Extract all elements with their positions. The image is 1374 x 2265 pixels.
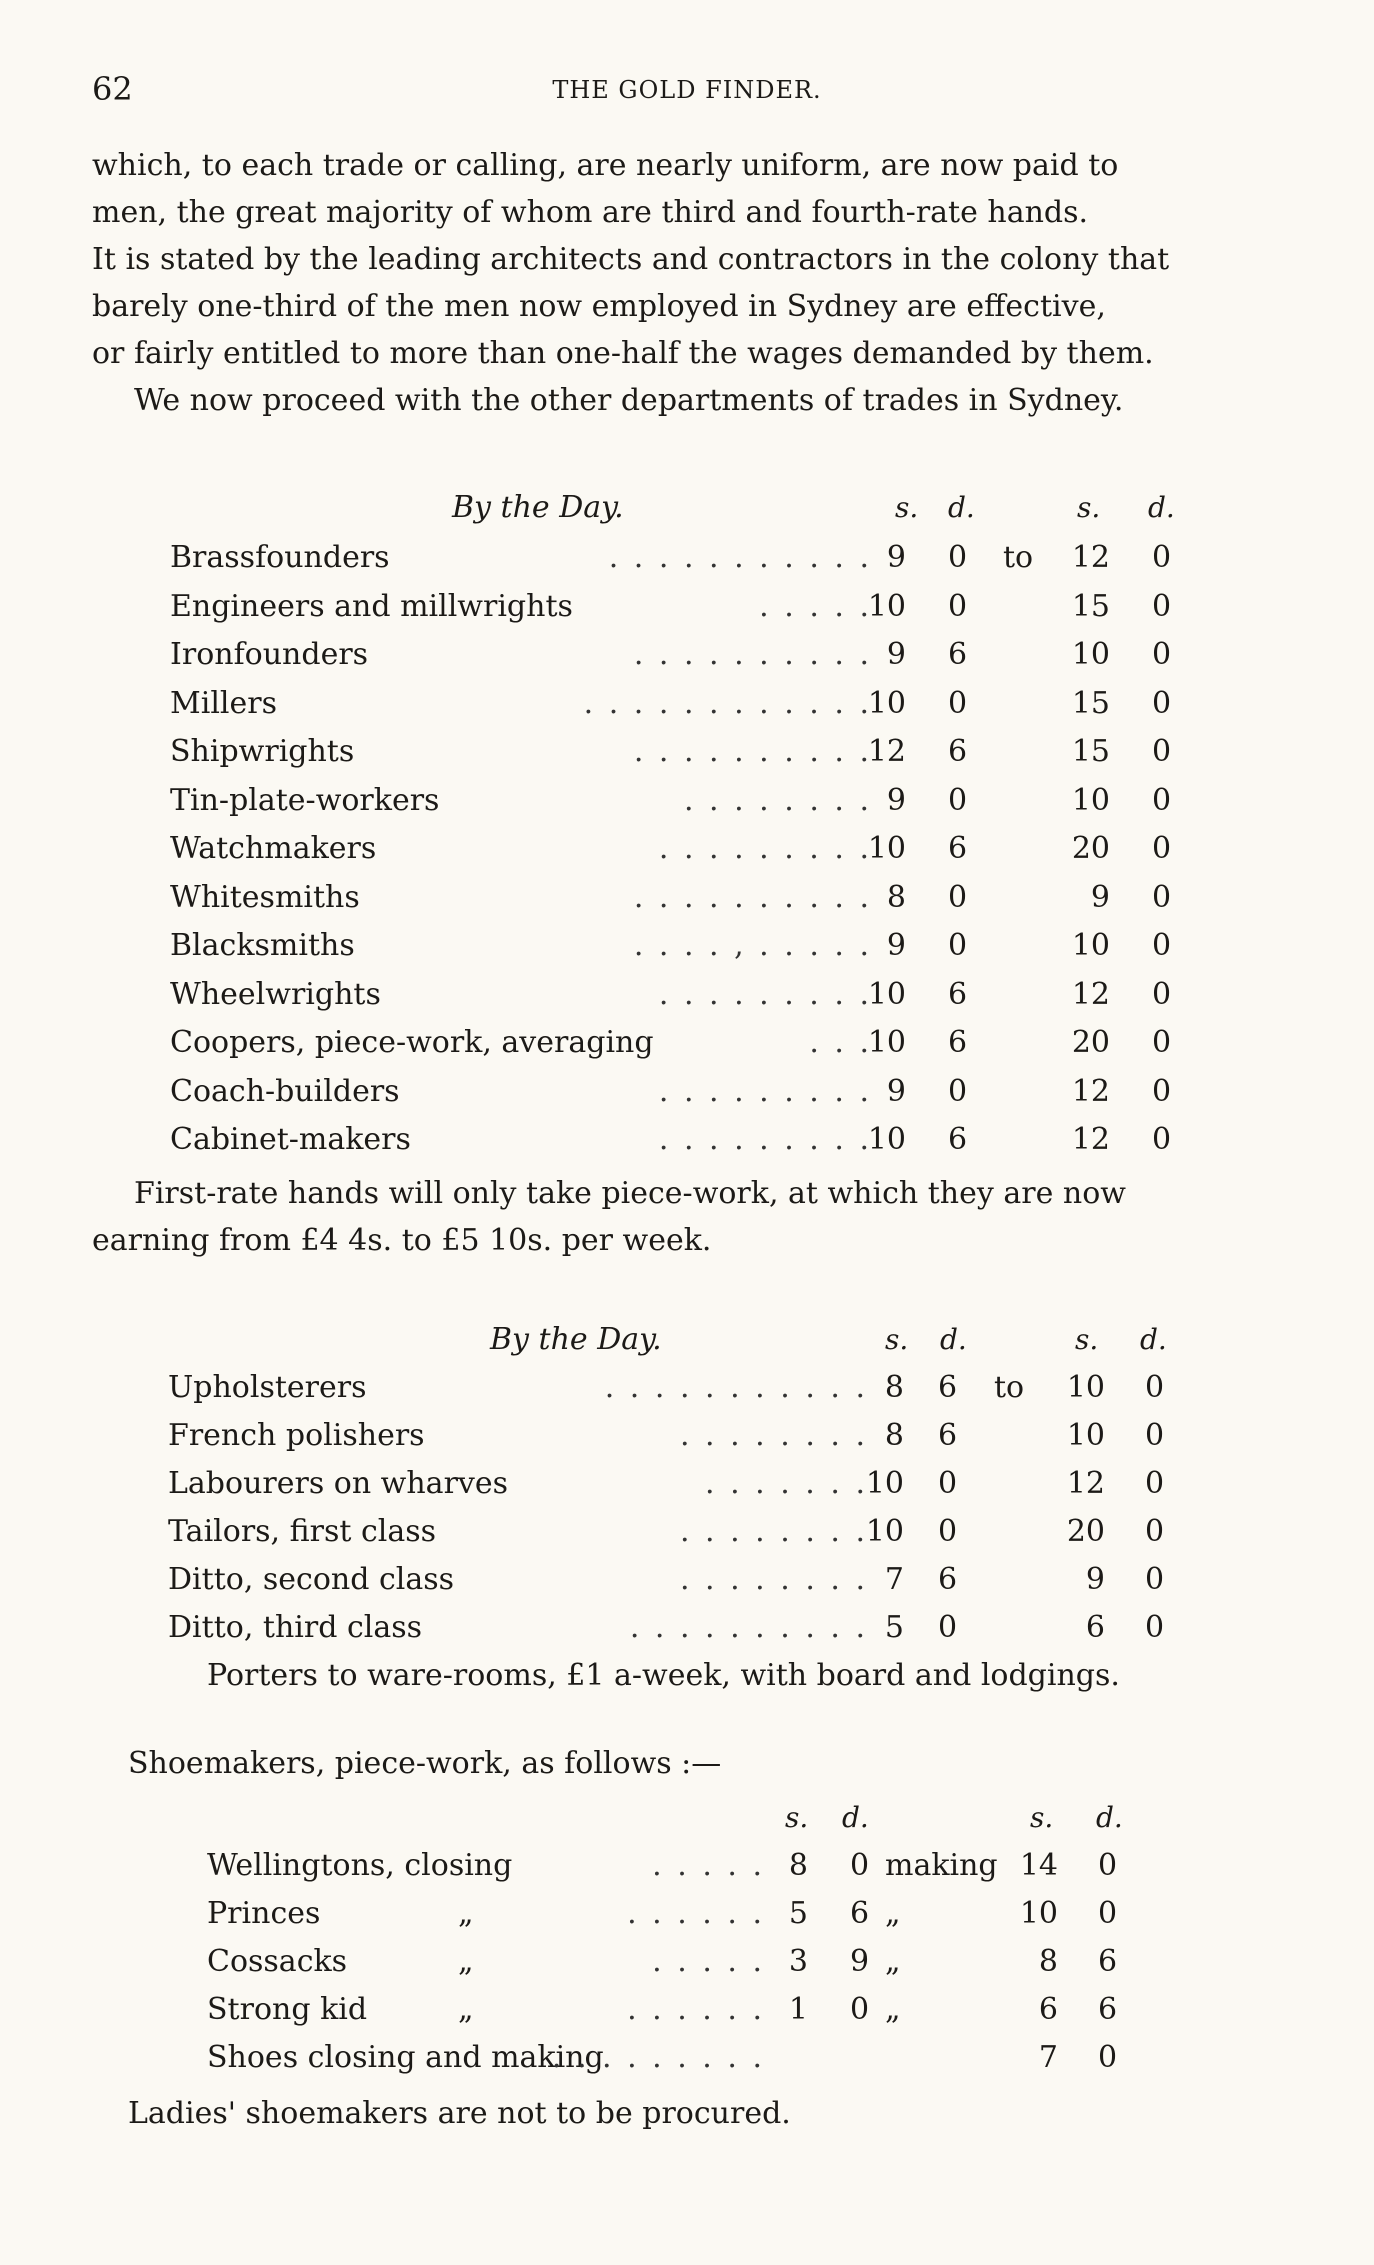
leader-dots: . . . . . . . . . (658, 831, 872, 866)
shoemakers-intro (0, 1740, 1374, 1788)
table-row (0, 1116, 1374, 1164)
wage-max-shillings: 12 (1071, 540, 1110, 575)
wage-min-shillings: 3 (788, 1944, 808, 1979)
table-header-row (0, 484, 1374, 532)
wage-min-shillings: 10 (867, 588, 906, 624)
wage-min-pence: 0 (850, 1992, 870, 2027)
trade-label: Wheelwrights (170, 976, 381, 1012)
range-mid: „ (885, 1896, 901, 1931)
wage-min-shillings: 1 (788, 1992, 808, 2027)
table-row (0, 1938, 1374, 1986)
leader-dots: . . . . . (759, 588, 872, 624)
table-row (0, 1068, 1374, 1116)
ditto-mark: „ (458, 1896, 474, 1931)
trade-label: Upholsterers (168, 1370, 367, 1405)
table-row (0, 1842, 1374, 1890)
table-heading: By the Day. (490, 1322, 662, 1357)
running-title: THE GOLD FINDER. (552, 76, 822, 104)
table-row (0, 1508, 1374, 1556)
col-shillings-max: s. (1030, 1801, 1054, 1834)
trade-label: Wellingtons, closing (207, 1848, 513, 1883)
wage-max-pence: 0 (1152, 976, 1172, 1012)
leader-dots: . . . . . . . . . . . . (583, 685, 872, 721)
wage-min-shillings: 10 (867, 1025, 906, 1060)
wage-min-shillings: 8 (788, 1848, 808, 1883)
leader-dots: . . . . . . . . . . (633, 879, 872, 915)
leader-dots: . . . . . . . . . (658, 1073, 872, 1109)
wage-max-pence: 0 (1145, 1610, 1165, 1645)
wage-max-shillings: 10 (1019, 1896, 1058, 1931)
table-row (0, 680, 1374, 728)
trade-label: Whitesmiths (170, 879, 360, 915)
leader-dots: . . . . . . . . . . (633, 637, 872, 672)
ditto-mark: „ (458, 1992, 474, 2027)
trade-label: Engineers and millwrights (170, 588, 573, 624)
wage-max-pence: 0 (1152, 1073, 1172, 1109)
text-line: We now proceed with the other departments of trades in Sydney. (134, 383, 1124, 418)
text-line: which, to each trade or calling, are nearly uniform, are now paid to (92, 148, 1119, 183)
wage-max-pence: 0 (1145, 1370, 1165, 1405)
wage-max-shillings: 6 (1038, 1992, 1058, 2027)
wage-max-pence: 0 (1152, 588, 1172, 624)
wage-max-pence: 0 (1152, 782, 1172, 818)
wage-max-shillings: 9 (1085, 1562, 1105, 1597)
table-row (0, 1556, 1374, 1604)
wage-min-shillings: 9 (886, 928, 906, 963)
wage-min-shillings: 10 (865, 1466, 904, 1501)
range-to: to (994, 1370, 1025, 1405)
wage-max-shillings: 15 (1071, 734, 1110, 769)
wage-max-pence: 0 (1152, 831, 1172, 866)
col-pence: d. (948, 491, 975, 524)
leader-dots: . . . . . . . . (679, 1418, 868, 1453)
wage-min-pence: 0 (948, 879, 968, 915)
trade-label: Princes (207, 1896, 321, 1931)
leader-dots: . . . . . (652, 1944, 765, 1979)
leader-dots: . . . . . . . . . (658, 1122, 872, 1157)
col-shillings: s. (895, 491, 919, 524)
wage-max-pence: 0 (1152, 1025, 1172, 1060)
trade-label: Blacksmiths (170, 928, 355, 963)
porters-note (0, 1652, 1374, 1700)
wage-min-pence: 0 (948, 1073, 968, 1109)
trade-label: Millers (170, 685, 277, 721)
col-shillings-max: s. (1077, 491, 1101, 524)
ditto-mark: „ (458, 1944, 474, 1979)
trade-label: Watchmakers (170, 831, 377, 866)
table-row (0, 1986, 1374, 2034)
wage-max-pence: 0 (1145, 1418, 1165, 1453)
wage-min-pence: 0 (938, 1514, 958, 1549)
wage-min-pence: 0 (938, 1610, 958, 1645)
wage-min-shillings: 10 (867, 831, 906, 866)
shoemakers-intro-text: Shoemakers, piece-work, as follows :— (128, 1746, 722, 1781)
trade-label: Ironfounders (170, 637, 369, 672)
wage-max-shillings: 12 (1071, 1122, 1110, 1157)
range-mid: making (885, 1848, 998, 1883)
wage-max-shillings: 20 (1071, 831, 1110, 866)
leader-dots: . . . (809, 1025, 872, 1060)
leader-dots: . . . . . . . . (683, 782, 872, 818)
wage-max-pence: 0 (1152, 637, 1172, 672)
wage-min-pence: 0 (938, 1466, 958, 1501)
wage-max-pence: 6 (1098, 1944, 1118, 1979)
wage-min-pence: 6 (938, 1370, 958, 1405)
leader-dots: . . . . . . . . (679, 1514, 868, 1549)
wage-max-pence: 0 (1145, 1514, 1165, 1549)
table-row (0, 1364, 1374, 1412)
col-shillings: s. (885, 1323, 909, 1356)
wage-min-pence: 0 (948, 928, 968, 963)
leader-dots: . . . . . . (627, 1896, 765, 1931)
leader-dots: . . . . . . . . . . (633, 734, 872, 769)
wage-min-shillings: 7 (884, 1562, 904, 1597)
trade-label: Ditto, third class (168, 1610, 423, 1645)
leader-dots: . . . . . . (627, 1992, 765, 2027)
first-rate-paragraph (92, 1170, 1260, 1264)
table-header-row (0, 1316, 1374, 1364)
table-row (0, 825, 1374, 873)
wage-min-pence: 0 (850, 1848, 870, 1883)
leader-dots: . . . . . . . . . . . (608, 540, 872, 575)
wage-max-pence: 0 (1152, 540, 1172, 575)
text-line: earning from £4 4s. to £5 10s. per week. (92, 1223, 712, 1258)
leader-dots: . . . . . . . . . . . (604, 1370, 868, 1405)
trade-label: Cabinet-makers (170, 1122, 411, 1157)
leader-dots: . . . . . . . . (679, 1562, 868, 1597)
wage-min-pence: 0 (948, 782, 968, 818)
trade-label: Brassfounders (170, 540, 390, 575)
shoemakers-note (0, 2090, 1374, 2138)
trade-label: Shipwrights (170, 734, 355, 769)
wage-max-shillings: 10 (1066, 1370, 1105, 1405)
table-row (0, 1412, 1374, 1460)
table-row (0, 728, 1374, 776)
wage-min-pence: 6 (938, 1562, 958, 1597)
wage-max-shillings: 12 (1071, 976, 1110, 1012)
wage-max-pence: 0 (1098, 1896, 1118, 1931)
wage-min-pence: 6 (948, 734, 968, 769)
wage-min-shillings: 12 (867, 734, 906, 769)
table-row (0, 1460, 1374, 1508)
leader-dots: . . . . . . . (705, 1466, 868, 1501)
col-pence-max: d. (1140, 1323, 1167, 1356)
wage-max-pence: 0 (1152, 734, 1172, 769)
trade-label: Coopers, piece-work, averaging (170, 1025, 654, 1060)
wage-max-shillings: 6 (1085, 1610, 1105, 1645)
table-heading: By the Day. (452, 490, 624, 525)
wage-max-shillings: 12 (1066, 1466, 1105, 1501)
col-pence-max: d. (1148, 491, 1175, 524)
text-line: barely one-third of the men now employed in Sydney are effective, (92, 289, 1106, 324)
wage-max-shillings: 9 (1090, 879, 1110, 915)
porters-text: Porters to ware-rooms, £1 a-week, with board and lodgings. (207, 1658, 1120, 1693)
wage-min-pence: 6 (850, 1896, 870, 1931)
wage-min-shillings: 10 (865, 1514, 904, 1549)
wage-max-pence: 6 (1098, 1992, 1118, 2027)
wage-min-pence: 0 (948, 588, 968, 624)
col-pence: d. (940, 1323, 967, 1356)
range-to: to (1003, 540, 1034, 575)
wage-min-pence: 6 (948, 1122, 968, 1157)
col-pence: d. (842, 1801, 869, 1834)
wage-min-shillings: 9 (886, 540, 906, 575)
wage-max-shillings: 20 (1071, 1025, 1110, 1060)
wage-max-shillings: 8 (1038, 1944, 1058, 1979)
trade-label: Coach-builders (170, 1073, 400, 1109)
table-row (0, 583, 1374, 631)
trade-label: Cossacks (207, 1944, 348, 1979)
text-line: First-rate hands will only take piece-work, at which they are now (134, 1176, 1126, 1211)
trade-label: Tailors, first class (168, 1514, 437, 1549)
table-row (0, 922, 1374, 970)
col-shillings: s. (785, 1801, 809, 1834)
wage-min-pence: 0 (948, 540, 968, 575)
table-row (0, 1019, 1374, 1067)
intro-paragraph (92, 142, 1260, 424)
table-row (0, 1890, 1374, 1938)
text-line: or fairly entitled to more than one-half the wages demanded by them. (92, 336, 1154, 371)
table-row (0, 631, 1374, 679)
wage-min-shillings: 8 (884, 1370, 904, 1405)
wage-min-pence: 6 (948, 1025, 968, 1060)
wage-min-shillings: 5 (884, 1610, 904, 1645)
col-pence-max: d. (1096, 1801, 1123, 1834)
wage-max-shillings: 10 (1071, 782, 1110, 818)
leader-dots: . . . . . . . . . (551, 2040, 765, 2075)
trade-label: Ditto, second class (168, 1562, 455, 1597)
wage-min-shillings: 10 (867, 685, 906, 721)
col-shillings-max: s. (1075, 1323, 1099, 1356)
wage-min-shillings: 9 (886, 1073, 906, 1109)
wage-max-shillings: 12 (1071, 1073, 1110, 1109)
leader-dots: . . . . , . . . . . (633, 928, 872, 963)
text-line: men, the great majority of whom are third and fourth-rate hands. (92, 195, 1089, 230)
wage-max-shillings: 20 (1066, 1514, 1105, 1549)
leader-dots: . . . . . (652, 1848, 765, 1883)
running-header (92, 70, 1282, 120)
wage-max-pence: 0 (1098, 1848, 1118, 1883)
wage-max-shillings: 14 (1019, 1848, 1058, 1883)
table-row (0, 2034, 1374, 2082)
table-row (0, 777, 1374, 825)
table-row (0, 874, 1374, 922)
wage-min-shillings: 9 (886, 782, 906, 818)
page-number: 62 (92, 70, 133, 108)
wage-min-pence: 0 (948, 685, 968, 721)
trade-label: Tin-plate-workers (170, 782, 440, 818)
range-mid: „ (885, 1992, 901, 2027)
wage-max-shillings: 15 (1071, 685, 1110, 721)
wage-min-shillings: 8 (884, 1418, 904, 1453)
wage-max-pence: 0 (1152, 685, 1172, 721)
wage-min-pence: 6 (948, 831, 968, 866)
wage-min-shillings: 5 (788, 1896, 808, 1931)
shoemakers-note-text: Ladies' shoemakers are not to be procured. (128, 2096, 791, 2131)
wage-min-pence: 6 (948, 976, 968, 1012)
trade-label: Strong kid (207, 1992, 368, 2027)
table-row (0, 534, 1374, 582)
wage-max-pence: 0 (1152, 879, 1172, 915)
wage-max-pence: 0 (1152, 928, 1172, 963)
wage-min-pence: 9 (850, 1944, 870, 1979)
wage-min-shillings: 8 (886, 879, 906, 915)
wage-max-shillings: 10 (1071, 637, 1110, 672)
trade-label: Shoes closing and making (207, 2040, 604, 2075)
table-row (0, 971, 1374, 1019)
wage-max-pence: 0 (1152, 1122, 1172, 1157)
text-line: It is stated by the leading architects and contractors in the colony that (92, 242, 1170, 277)
wage-max-shillings: 15 (1071, 588, 1110, 624)
range-mid: „ (885, 1944, 901, 1979)
wage-min-pence: 6 (948, 637, 968, 672)
trade-label: Labourers on wharves (168, 1466, 509, 1501)
leader-dots: . . . . . . . . . (658, 976, 872, 1012)
leader-dots: . . . . . . . . . . (629, 1610, 868, 1645)
wage-max-shillings: 10 (1071, 928, 1110, 963)
wage-min-shillings: 10 (867, 976, 906, 1012)
wage-min-shillings: 9 (886, 637, 906, 672)
wage-max-pence: 0 (1145, 1466, 1165, 1501)
table-header-row (0, 1794, 1374, 1842)
wage-min-shillings: 10 (867, 1122, 906, 1157)
wage-min-pence: 6 (938, 1418, 958, 1453)
wage-max-pence: 0 (1098, 2040, 1118, 2075)
trade-label: French polishers (168, 1418, 425, 1453)
wage-max-shillings: 10 (1066, 1418, 1105, 1453)
wage-max-pence: 0 (1145, 1562, 1165, 1597)
wage-max-shillings: 7 (1038, 2040, 1058, 2075)
table-row (0, 1604, 1374, 1652)
